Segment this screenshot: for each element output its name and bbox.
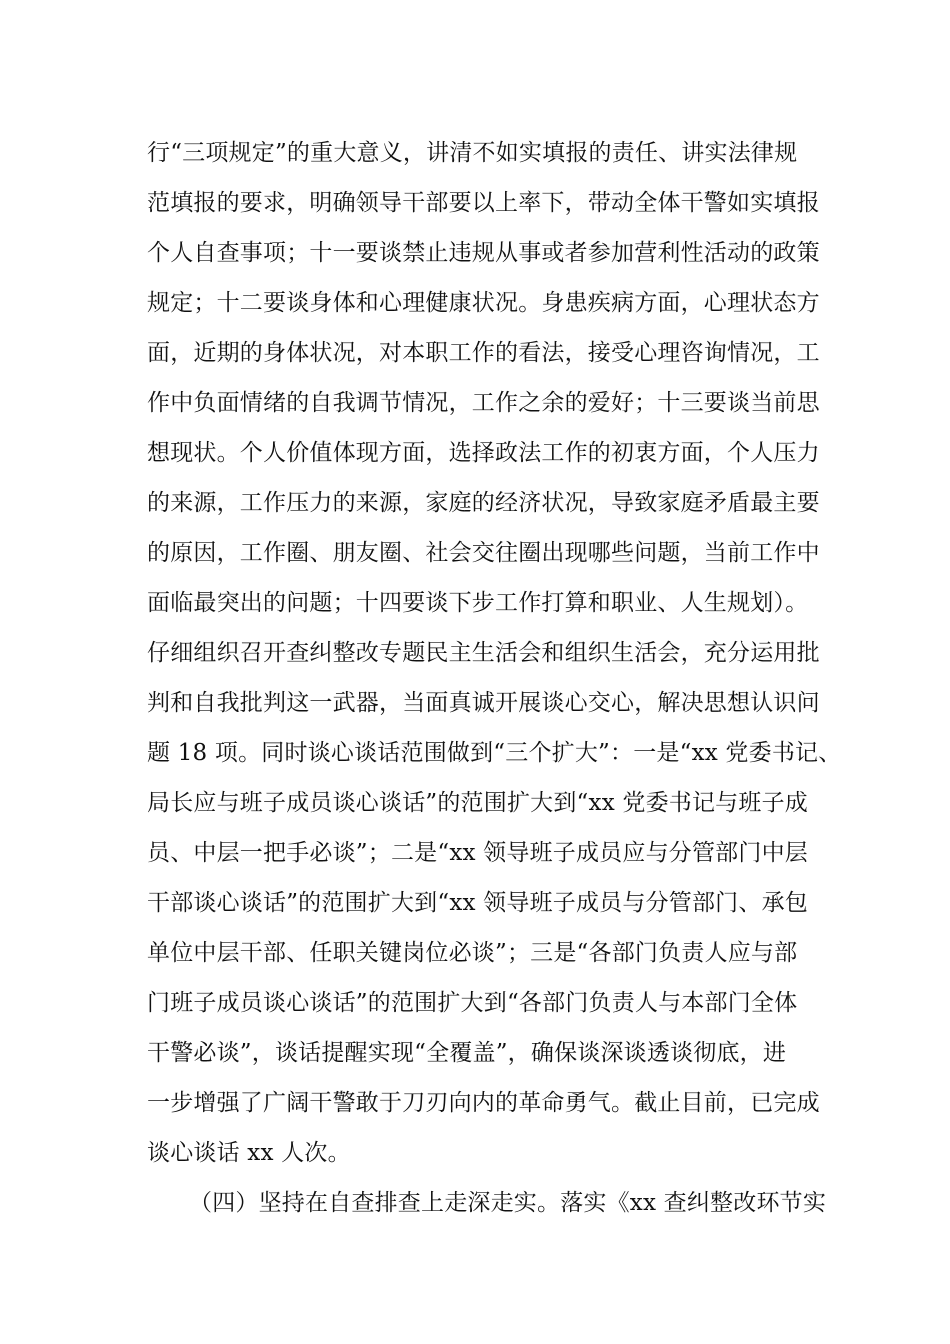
text-line: 干部谈心谈话”的范围扩大到“xx 领导班子成员与分管部门、承包 (147, 890, 808, 916)
text-line: 仔细组织召开查纠整改专题民主生活会和组织生活会，充分运用批 (147, 640, 820, 666)
text-line: 干警必谈”，谈话提醒实现“全覆盖”，确保谈深谈透谈彻底，进 (147, 1040, 787, 1066)
text-line: 规定；十二要谈身体和心理健康状况。身患疾病方面，心理状态方 (147, 290, 820, 316)
text-line: 单位中层干部、任职关键岗位必谈”；三是“各部门负责人应与部 (147, 940, 798, 966)
text-line: 个人自查事项；十一要谈禁止违规从事或者参加营利性活动的政策 (147, 240, 820, 266)
text-line: 的来源，工作压力的来源，家庭的经济状况，导致家庭矛盾最主要 (147, 490, 820, 516)
text-line: 面临最突出的问题；十四要谈下步工作打算和职业、人生规划）。 (147, 590, 809, 616)
text-line: 一步增强了广阔干警敢于刀刃向内的革命勇气。截止目前，已完成 (147, 1090, 820, 1116)
text-line: 范填报的要求，明确领导干部要以上率下，带动全体干警如实填报 (147, 190, 820, 216)
text-line: 想现状。个人价值体现方面，选择政法工作的初衷方面，个人压力 (147, 440, 820, 466)
text-line: 判和自我批判这一武器，当面真诚开展谈心交心，解决思想认识问 (147, 690, 820, 716)
text-line: 门班子成员谈心谈话”的范围扩大到“各部门负责人与本部门全体 (147, 990, 798, 1016)
text-line: 谈心谈话 xx 人次。 (147, 1140, 351, 1166)
text-line: 的原因，工作圈、朋友圈、社会交往圈出现哪些问题，当前工作中 (147, 540, 820, 566)
text-line: 局长应与班子成员谈心谈话”的范围扩大到“xx 党委书记与班子成 (147, 790, 808, 816)
text-line: 员、中层一把手必谈”；二是“xx 领导班子成员应与分管部门中层 (147, 840, 808, 866)
text-line: 作中负面情绪的自我调节情况，工作之余的爱好；十三要谈当前思 (147, 390, 820, 416)
text-line: 题 18 项。同时谈心谈话范围做到“三个扩大”：一是“xx 党委书记、 (147, 740, 842, 766)
text-line: 行“三项规定”的重大意义，讲清不如实填报的责任、讲实法律规 (147, 140, 798, 166)
text-line: 面，近期的身体状况，对本职工作的看法，接受心理咨询情况，工 (147, 340, 820, 366)
section-heading-line: （四）坚持在自查排查上走深走实。落实《xx 查纠整改环节实 (189, 1190, 827, 1216)
